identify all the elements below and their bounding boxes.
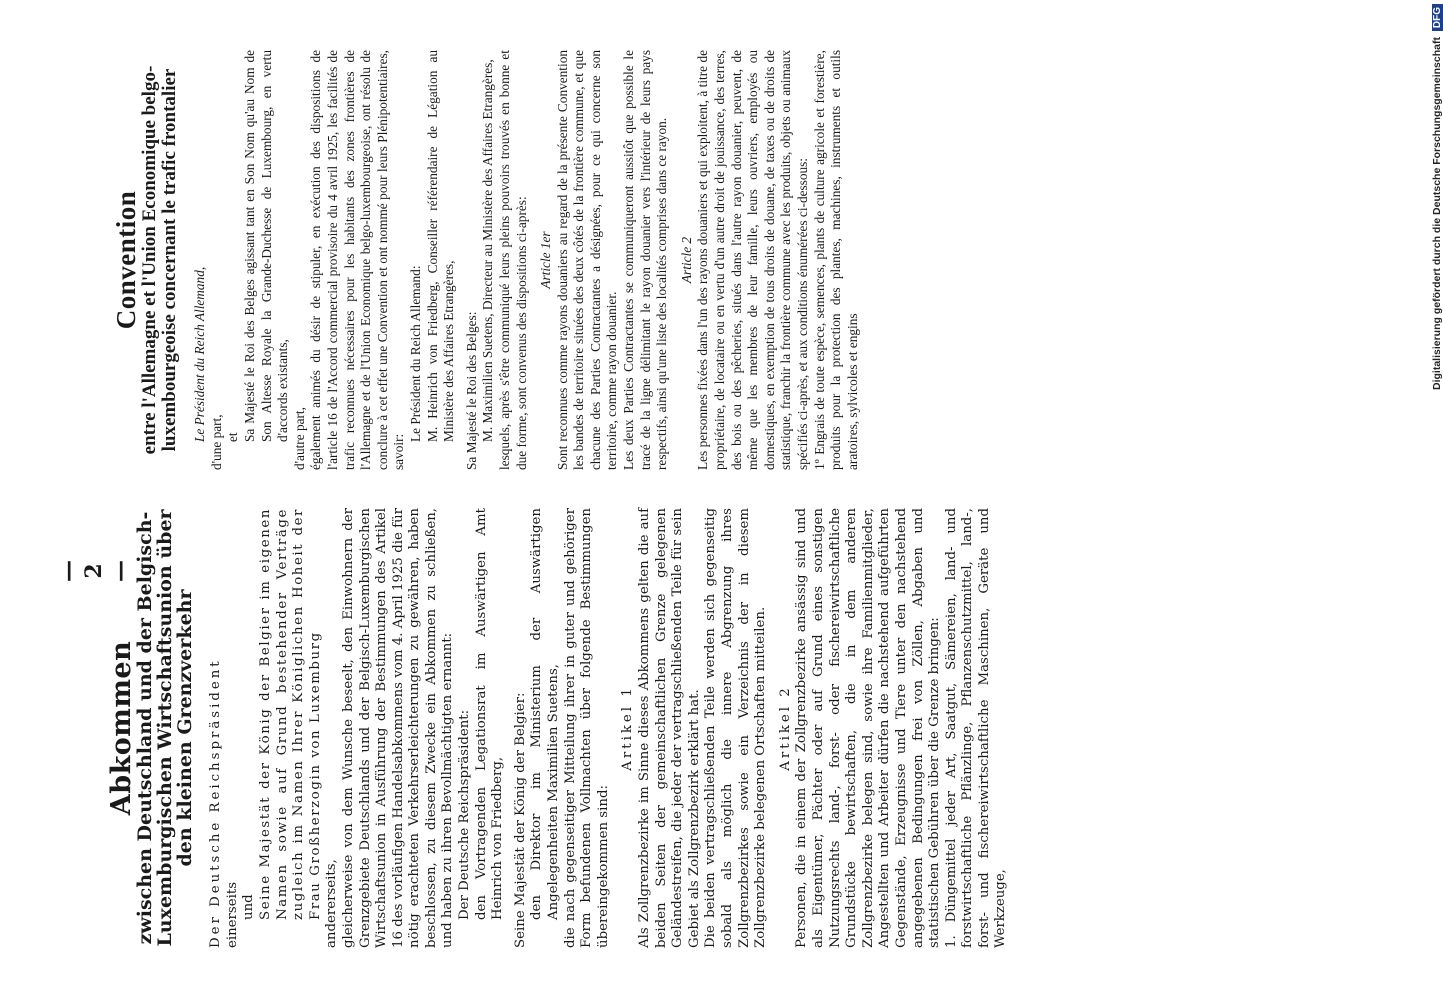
dfg-credit — [1431, 4, 1443, 390]
german-title: Abkommen — [106, 640, 137, 816]
german-article-1-heading: Artikel 1 — [620, 685, 636, 771]
german-p3: und — [241, 894, 257, 920]
french-title: Convention — [111, 190, 141, 330]
german-p8: den Vortragenden Legationsrat im Auswärtigen Amt Heinrich von Friedberg, — [473, 508, 506, 920]
french-article-1-heading: Article 1er — [538, 231, 554, 289]
french-p9: Sa Majesté le Roi des Belges: — [463, 311, 479, 470]
german-column — [108, 508, 1010, 948]
german-title-block — [108, 508, 196, 948]
german-art2-p2: 1. Düngemittel jeder Art, Saatgut, Sämereien, land- und forstwirtschaftliche Pflänzlinge, Pflanzenschutzmittel, land-, forst- und fischereiwirtschaftliche Maschinen, Geräte und Werkzeuge, — [943, 508, 1009, 948]
german-art1-p1: Als Zollgrenzbezirke im Sinne dieses Abkommens gelten die auf beiden Seiten der gemeinschaftlichen Grenze gelegenen Geländestreifen, die jeder der vertragschließenden Teile für sein Gebiet als Zollgrenzbezirk erklärt hat. — [637, 508, 702, 948]
french-art1-p1: Sont reconnues comme rayons douaniers au regard de la présente Convention les bandes de territoire situées des deux côtés de la frontière commune, et que chacune des Parties Contractantes a désignées, pour ce qui concerne son territoire, comme rayon douanier. — [554, 50, 620, 470]
german-article-2-heading: Artikel 2 — [777, 685, 793, 771]
french-p11: lesquels, après s'être communiqué leurs pleins pouvoirs trouvés en bonne et due forme, sont convenus des dispositions ci-après: — [496, 50, 529, 470]
page-number: — 2 — — [55, 560, 133, 582]
french-p2: d'une part, — [208, 414, 224, 470]
dfg-logo: DFG — [1432, 4, 1443, 31]
french-art2-p2: 1º Engrais de toute espèce, semences, plants de culture agricole et forestière, produits pour la protection des plantes, machines, instruments et outils aratoires, sylvicoles et engins — [811, 50, 860, 470]
french-p3: et — [225, 432, 241, 442]
german-p6: gleicherweise von dem Wunsche beseelt, den Einwohnern der Grenzgebiete Deutschlands und der Belgisch-Luxemburgischen Wirtschaftsunion in Ausführung der Bestimmungen des Artikel 16 des vorläufigen Handelsabkommens vom 4. April 1925 die für nötig erachteten Verkehrserleichterungen zu gewähren, haben beschlossen, zu diesem Zwecke ein Abkommen zu schließen, und haben zu ihren Bevollmächtigten ernannt: — [340, 508, 456, 948]
german-p4: Seine Majestät der König der Belgier im eigenen Namen sowie auf Grund bestehender Verträge zugleich im Namen Ihrer Königlichen Hoheit der Frau Großherzogin von Luxemburg — [257, 508, 323, 920]
german-p9: Seine Majestät der König der Belgier: — [512, 692, 528, 948]
french-p5: d'autre part, — [291, 407, 307, 470]
french-article-2-heading: Article 2 — [678, 236, 694, 284]
french-title-block — [112, 50, 180, 470]
french-art2-p1: Les personnes fixées dans l'un des rayons douaniers et qui exploitent, à titre de propriétaire, de locataire ou en vertu d'un autre droit de jouissance, des terres, des bois ou des pêcheries, situés dans l'autre rayon douanier, peuvent, de même que les membres de leur famille, leurs ouvriers, employés ou domestiques, en exemption de tous droits de douane, de taxes ou de droits de statistique, franchir la frontière commune avec les produits, objets ou animaux spécifiés ci-après, et aux conditions énumérées ci-dessous: — [695, 50, 810, 470]
french-p1: Le Président du Reich Allemand, — [192, 266, 208, 442]
german-p10: den Direktor im Ministerium der Auswärtigen Angelegenheiten Maximilien Suetens, — [529, 508, 562, 920]
french-column-body — [112, 50, 861, 470]
german-art1-p2: Die beiden vertragschließenden Teile werden sich gegenseitig sobald als möglich die innere Abgrenzung ihres Zollgrenzbezirkes sowie ein Verzeichnis der in diesem Zollgrenzbezirke belegenen Ortschaften mitteilen. — [703, 508, 769, 948]
french-p4: Sa Majesté le Roi des Belges agissant tant en Son Nom qu'au Nom de Son Altesse Royale la Grande-Duchesse de Luxembourg, en vertu d'accords existants, — [242, 50, 291, 442]
german-p11: die nach gegenseitiger Mitteilung ihrer in guter und gehöriger Form befundenen Vollmachten über folgende Bestimmungen übereingekommen sind: — [562, 508, 611, 948]
french-p6: également animés du désir de stipuler, en exécution des dispositions de l'article 16 de l'Accord commercial provisoire du 4 avril 1925, les facilités de trafic reconnues nécessaires pour les habitants des zones frontières de l'Allemagne et de l'Union Economique belgo-luxembourgeoise, ont résolu de conclure à cet effet une Convention et ont nommé pour leurs Plénipotentiaires, savoir: — [308, 50, 407, 470]
german-subtitle: zwischen Deutschland und der Belgisch-Luxemburgischen Wirtschaftsunion über den kleinen Grenzverkehr — [134, 509, 197, 947]
german-p5: andererseits, — [324, 859, 340, 948]
french-p7: Le Président du Reich Allemand: — [407, 265, 423, 442]
french-p10: M. Maximilien Suetens, Directeur au Ministère des Affaires Etrangères, — [480, 59, 496, 442]
french-subtitle: entre l'Allemagne et l'Union Economique belgo-luxembourgeoise concernant le trafic frontalier — [139, 65, 181, 455]
german-art2-p1: Personen, die in einem der Zollgrenzbezirke ansässig sind und als Eigentümer, Pächter oder auf Grund eines sonstigen Nutzungsrechts land-, forst- oder fischereiwirtschaftliche Grundstücke bewirtschaften, die in dem anderen Zollgrenzbezirke belegen sind, sowie ihre Familienmitglieder, Angestellten und Arbeiter dürfen die nachstehend aufgeführten Gegenstände, Erzeugnisse und Tiere unter den nachstehend angegebenen Bedingungen frei von Zöllen, Abgaben und statistischen Gebühren über die Grenze bringen: — [794, 508, 943, 948]
german-p2: einerseits — [224, 881, 240, 948]
french-art1-p2: Les deux Parties Contractantes se communiqueront aussitôt que possible le tracé de la ligne délimitant le rayon douanier vers l'intérieur de leurs pays respectifs, ainsi qu'une liste des localités comprises dans ce rayon. — [621, 50, 670, 470]
german-p7: Der Deutsche Reichspräsident: — [457, 709, 473, 920]
dfg-credit-text: Digitalisierung gefördert durch die Deutsche Forschungsgemeinschaft — [1431, 37, 1443, 390]
french-p8: M. Heinrich von Friedberg, Conseiller référendaire de Légation au Ministère des Affaires Etrangères, — [424, 50, 457, 442]
german-p1: Der Deutsche Reichspräsident — [208, 658, 224, 948]
